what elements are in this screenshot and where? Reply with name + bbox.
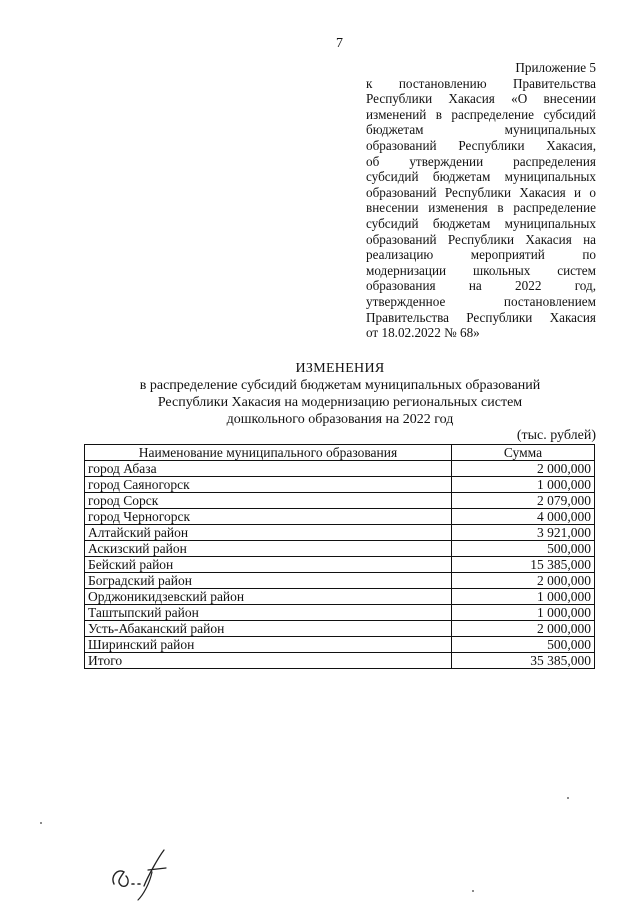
heading-subtitle-line: дошкольного образования на 2022 год [226,412,454,427]
table-row [85,493,595,509]
appendix-line: субсидий бюджетам муниципальных [366,215,596,231]
subsidy-amount: 15 385,000 [452,557,595,573]
total-amount: 35 385,000 [452,653,595,669]
municipality-name: Орджоникидзевский район [85,589,452,605]
table-row [85,541,595,557]
municipality-name: город Абаза [85,461,452,477]
table-row [85,525,595,541]
column-header-amount: Сумма [452,445,595,461]
subsidy-amount: 2 079,000 [452,493,595,509]
heading-subtitle-line: в распределение субсидий бюджетам муниципальных образований [139,378,541,393]
table-row [85,557,595,573]
appendix-line: Правительства Республики Хакасия [366,309,596,325]
document-heading [84,360,596,428]
scan-speck [567,797,569,799]
appendix-line: утвержденное постановлением [366,293,596,309]
appendix-header [366,60,596,341]
municipality-name: Аскизский район [85,541,452,557]
subsidy-amount: 4 000,000 [452,509,595,525]
appendix-line: модернизации школьных систем [366,262,596,278]
subsidy-amount: 2 000,000 [452,573,595,589]
appendix-line: образования на 2022 год, [366,278,596,294]
table-row [85,589,595,605]
appendix-line: об утверждении распределения [366,153,596,169]
appendix-line: бюджетам муниципальных [366,122,596,138]
appendix-line: образований Республики Хакасия и о [366,184,596,200]
heading-subtitle-line: Республики Хакасия на модернизацию региональных систем [157,395,523,410]
appendix-line: образований Республики Хакасия на [366,231,596,247]
municipality-name: Боградский район [85,573,452,589]
table-total-row [85,653,595,669]
subsidy-amount: 1 000,000 [452,605,595,621]
total-label: Итого [85,653,452,669]
municipality-name: Ширинский район [85,637,452,653]
municipality-name: Таштыпский район [85,605,452,621]
appendix-line: реализацию мероприятий по [366,247,596,263]
municipality-name: Усть-Абаканский район [85,621,452,637]
appendix-line: к постановлению Правительства [366,75,596,91]
subsidy-amount: 2 000,000 [452,461,595,477]
appendix-line: образований Республики Хакасия, [366,137,596,153]
appendix-line: Приложение 5 [515,60,596,75]
municipality-name: город Черногорск [85,509,452,525]
column-header-name: Наименование муниципального образования [85,445,452,461]
subsidy-amount: 1 000,000 [452,589,595,605]
municipality-name: Алтайский район [85,525,452,541]
table-row [85,605,595,621]
table-row [85,461,595,477]
table-row [85,573,595,589]
subsidy-amount: 2 000,000 [452,621,595,637]
appendix-line: субсидий бюджетам муниципальных [366,169,596,185]
heading-title: ИЗМЕНЕНИЯ [295,361,385,376]
appendix-line: Республики Хакасия «О внесении [366,91,596,107]
appendix-line: внесении изменения в распределение [366,200,596,216]
subsidy-amount: 1 000,000 [452,477,595,493]
table-header-row [85,445,595,461]
appendix-line: от 18.02.2022 № 68» [366,325,480,341]
units-label: (тыс. рублей) [516,428,596,443]
scan-speck [472,890,474,892]
subsidies-table [84,444,595,669]
table-row [85,509,595,525]
table-row [85,637,595,653]
appendix-line: изменений в распределение субсидий [366,106,596,122]
municipality-name: Бейский район [85,557,452,573]
subsidy-amount: 500,000 [452,637,595,653]
handwritten-signature [108,846,178,902]
page-number: 7 [336,36,343,51]
subsidy-amount: 3 921,000 [452,525,595,541]
table-row [85,621,595,637]
municipality-name: город Саяногорск [85,477,452,493]
municipality-name: город Сорск [85,493,452,509]
table-row [85,477,595,493]
scan-speck [40,822,42,824]
subsidy-amount: 500,000 [452,541,595,557]
